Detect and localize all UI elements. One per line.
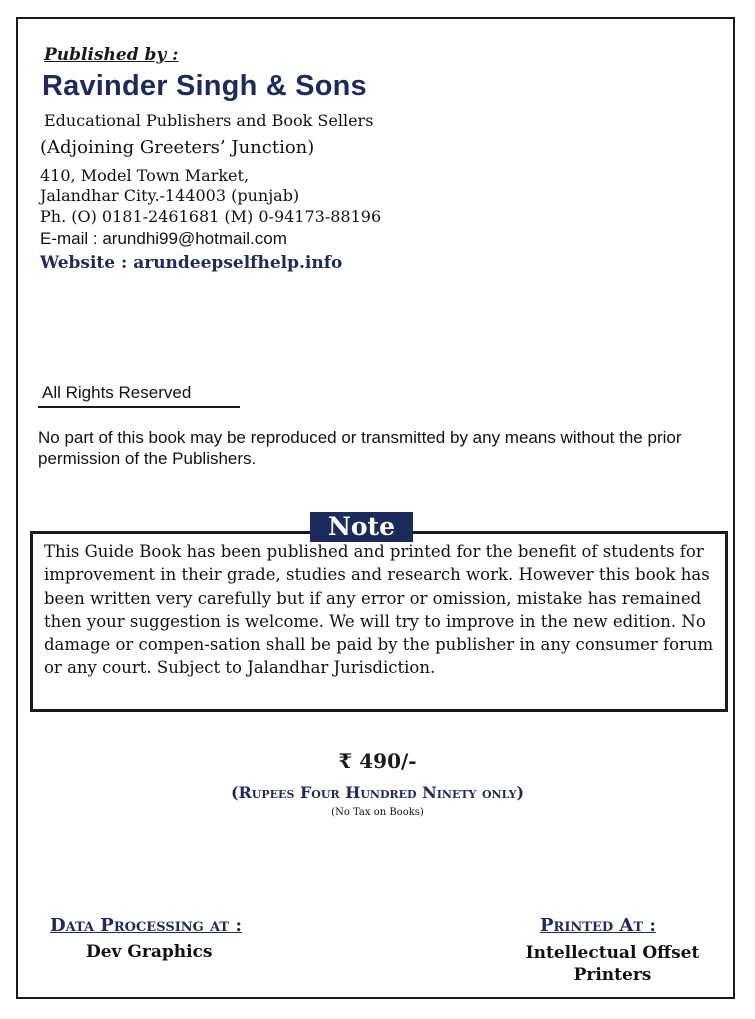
printed-at-heading: Printed At : (540, 915, 656, 936)
price-in-words: (Rupees Four Hundred Ninety only) (230, 783, 525, 802)
printed-at-value: Intellectual Offset Printers (525, 943, 700, 985)
note-text: This Guide Book has been published and printed for the benefit of students for improvement in their grade, studies and research work. However this book has been written very carefully but if any error or omission, mistake has remained then your suggestion is welcome. We will try to improve in the new edition. No damage or compen-sation shall be paid by the publisher in any consumer forum or any court. Subject to Jalandhar Jurisdiction. (44, 542, 714, 678)
email-address: E-mail : arundhi99@hotmail.com (40, 229, 287, 248)
rights-statement: No part of this book may be reproduced or transmitted by any means without the prior permission of the Publishers. (38, 428, 682, 468)
published-by-label: Published by : (44, 45, 179, 65)
publisher-landmark: (Adjoining Greeters’ Junction) (40, 137, 315, 158)
tax-note: (No Tax on Books) (331, 807, 424, 818)
price-amount: ₹ 490/- (338, 749, 417, 773)
note-title: Note (310, 512, 413, 542)
publisher-name: Ravinder Singh & Sons (42, 70, 367, 102)
rights-heading: All Rights Reserved (42, 383, 192, 402)
phone-numbers: Ph. (O) 0181-2461681 (M) 0-94173-88196 (40, 207, 382, 226)
rights-underline (38, 406, 240, 408)
imprint-page (16, 17, 735, 999)
address-line-1: 410, Model Town Market, (40, 166, 250, 185)
data-processing-value: Dev Graphics (86, 942, 213, 962)
website-address: Website : arundeepselfhelp.info (40, 253, 343, 273)
data-processing-heading: Data Processing at : (50, 915, 243, 936)
address-line-2: Jalandhar City.-144003 (punjab) (40, 186, 300, 205)
publisher-tagline: Educational Publishers and Book Sellers (44, 111, 374, 130)
